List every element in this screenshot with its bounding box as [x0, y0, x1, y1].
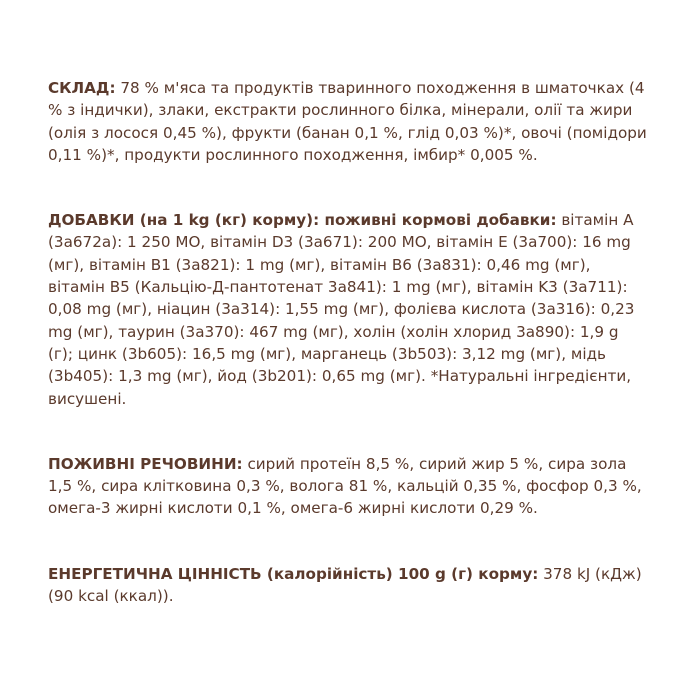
composition-section — [48, 77, 648, 166]
composition-heading: СКЛАД: — [48, 79, 116, 97]
energy-heading: ЕНЕРГЕТИЧНА ЦІННІСТЬ (калорійність) 100 g (г) корму: — [48, 564, 539, 583]
energy-section — [48, 563, 648, 608]
product-composition-document — [48, 77, 648, 607]
composition-text: 78 % м'яса та продуктів тваринного походження в шматочках (4 % з індички), злаки, екстракти рослинного білка, мінерали, олії та жири (олія з лосося 0,45 %), фрукти (банан 0,1 %, глід 0,03 %)*, овочі (помідори 0,11 %)*, продукти рослинного походження, імбир* 0,005 %. — [48, 79, 647, 164]
additives-text: вітамін A (3a672a): 1 250 МО, вітамін D3 (3a671): 200 МО, вітамін E (3a700): 16 mg (мг), вітамін B1 (3a821): 1 mg (мг), вітамін B6 (3a831): 0,46 mg (мг), вітамін B5 (Кальцію-Д-пантотенат 3a841): 1 mg (мг), вітамін K3 (3a711): 0,08 mg (мг), ніацин (3a314): 1,55 mg (мг), фолієва кислота (3a316): 0,23 mg (мг), таурин (3a370): 467 mg (мг), холін (холін хлорид 3a890): 1,9 g (г); цинк (3b605): 16,5 mg (мг), марганець (3b503): 3,12 mg (мг), мідь (3b405): 1,3 mg (мг), йод (3b201): 0,65 mg (мг). *Натуральні інгредієнти, висушені. — [48, 211, 635, 408]
nutrients-heading: ПОЖИВНІ РЕЧОВИНИ: — [48, 454, 243, 473]
nutrients-section — [48, 453, 648, 520]
nutrients-text: сирий протеїн 8,5 %, сирий жир 5 %, сира зола 1,5 %, сира клітковина 0,3 %, волога 81 %, кальцій 0,35 %, фосфор 0,3 %, омега-3 жирні кислоти 0,1 %, омега-6 жирні кислоти 0,29 %. — [48, 454, 642, 518]
energy-text: 378 kJ (кДж) (90 kcal (ккал)). — [48, 564, 642, 606]
additives-section — [48, 209, 648, 410]
additives-heading: ДОБАВКИ (на 1 kg (кг) корму): поживні кормові добавки: — [48, 211, 557, 230]
